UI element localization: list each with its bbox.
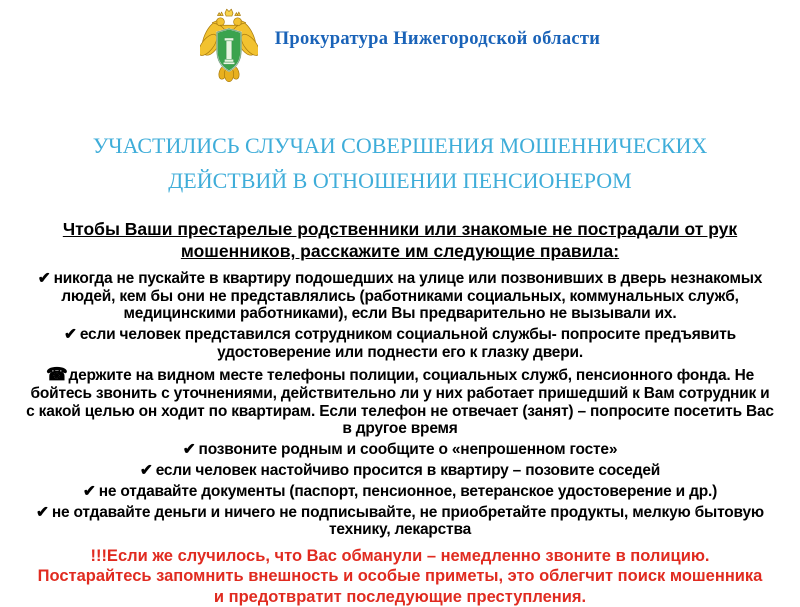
rule-text: не отдавайте деньги и ничего не подписывайте, не приобретайте продукты, мелкую бытовую технику, лекарства <box>51 503 764 539</box>
rule-text: не отдавайте документы (паспорт, пенсионное, ветеранское удостоверение и др.) <box>98 482 718 500</box>
rule-text: если человек представился сотрудником социальной службы- попросите предъявить удостоверение или поднести его к глазку двери. <box>79 326 736 361</box>
rule-text: если человек настойчиво просится в квартиру – позовите соседей <box>155 462 661 480</box>
rule-item <box>26 270 774 323</box>
rule-item <box>26 365 774 438</box>
check-icon: ✔ <box>139 462 153 480</box>
page-title-line2: ДЕЙСТВИЙ В ОТНОШЕНИИ ПЕНСИОНЕРОМ <box>168 168 632 194</box>
prosecutor-emblem-icon <box>200 8 258 84</box>
warning-text: !!!Если же случилось, что Вас обманули – немедленно звоните в полицию. Постарайтесь запомнить внешность и особые приметы, это облегчит поиск мошенника и предотвратит последующие преступления. <box>37 547 763 606</box>
rules-section <box>26 219 774 606</box>
header <box>0 0 800 86</box>
rule-text: держите на видном месте телефоны полиции, социальных служб, пенсионного фонда. Не бойтесь звонить с уточнениями, действительно ли у них работает пришедший к Вам сотрудник и с какой целью он ходит по квартирам. Если телефон не отвечает (занят) – попросите посетить Вас в другое время <box>26 366 774 438</box>
page-title-line1: УЧАСТИЛИСЬ СЛУЧАИ СОВЕРШЕНИЯ МОШЕННИЧЕСКИХ <box>92 133 708 158</box>
rule-text: позвоните родным и сообщите о «непрошенном госте» <box>198 441 618 459</box>
rule-item <box>26 504 774 540</box>
rule-item <box>26 326 774 362</box>
rule-item <box>26 483 774 501</box>
rule-item <box>26 462 774 480</box>
check-icon: ✔ <box>64 326 77 344</box>
intro-text: Чтобы Ваши престарелые родственники или знакомые не пострадали от рук мошенников, расскажите им следующие правила: <box>62 219 738 262</box>
org-name: Прокуратура Нижегородской области <box>274 29 601 49</box>
check-icon: ✔ <box>37 269 51 287</box>
check-icon: ✔ <box>182 441 196 459</box>
check-icon: ✔ <box>36 503 49 521</box>
rule-text: никогда не пускайте в квартиру подошедших на улице или позвонивших в дверь незнакомых людей, кем бы они не представлялись (работниками социальных, коммунальных служб, медицинскими работниками), если Вы предварительно не вызывали их. <box>53 269 763 323</box>
page-title <box>50 128 750 198</box>
check-icon: ✔ <box>82 482 96 500</box>
phone-icon: ☎ <box>46 363 68 384</box>
rule-item <box>26 441 774 459</box>
